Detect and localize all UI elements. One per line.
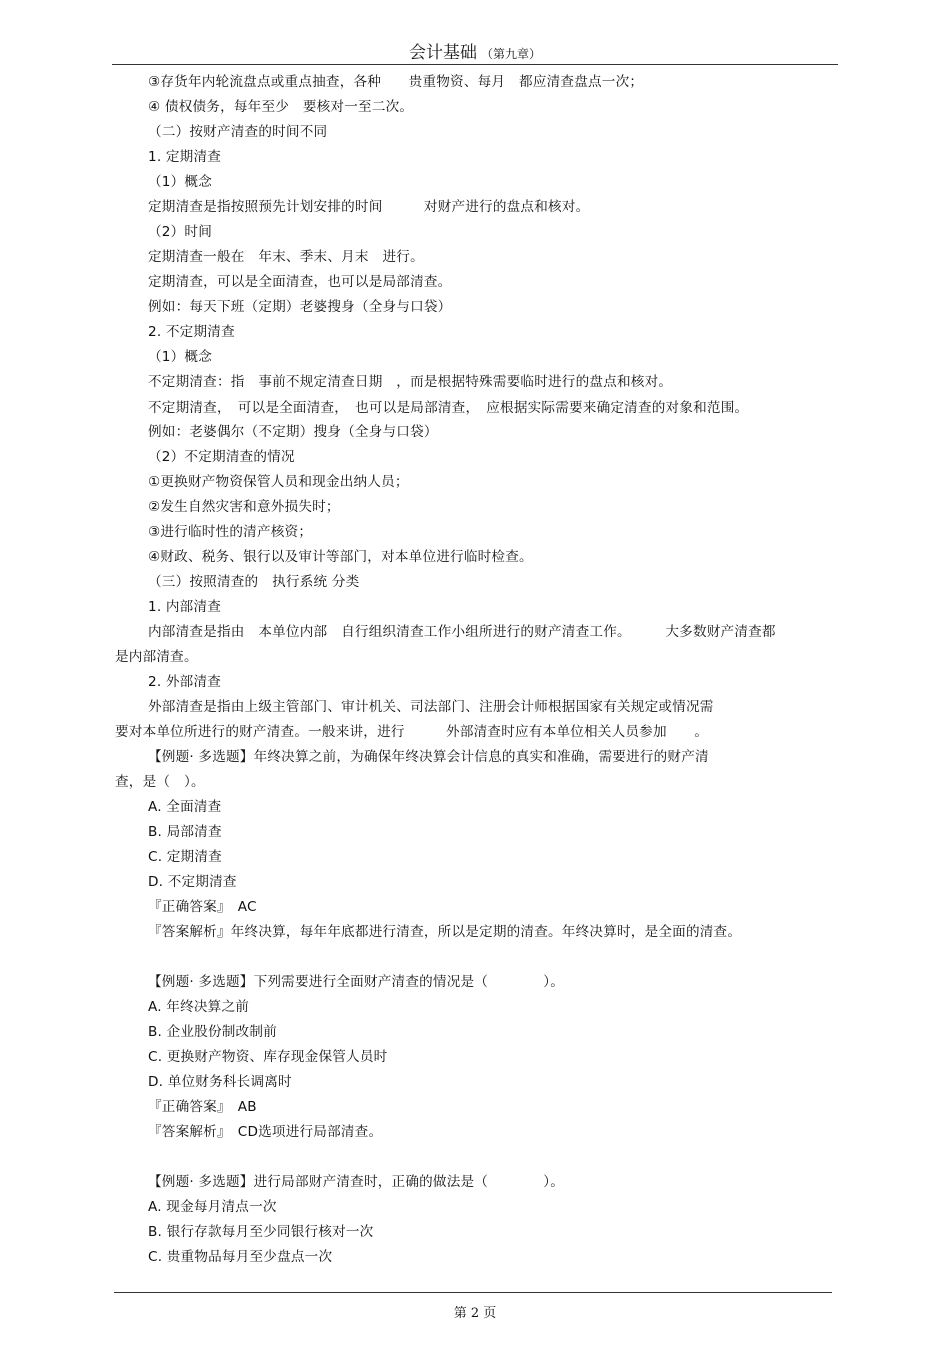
text-line: 1. 内部清查 [148, 599, 222, 615]
text-line: B. 银行存款每月至少同银行核对一次 [148, 1224, 374, 1240]
text-line: C. 贵重物品每月至少盘点一次 [148, 1249, 333, 1265]
text-line: （2）不定期清查的情况 [148, 449, 295, 465]
text-line: 定期清查，可以是全面清查，也可以是局部清查。 [148, 274, 452, 290]
text-line: 『正确答案』 AC [148, 899, 257, 915]
text-line: 要对本单位所进行的财产清查。一般来讲，进行 外部清查时应有本单位相关人员参加 。 [115, 724, 709, 740]
footer-divider [114, 1292, 832, 1293]
text-line: D. 单位财务科长调离时 [148, 1074, 292, 1090]
text-line: 【例题· 多选题】年终决算之前，为确保年终决算会计信息的真实和准确，需要进行的财产清 [148, 749, 709, 765]
text-line: 例如：每天下班（定期）老婆搜身（全身与口袋） [148, 299, 452, 315]
text-line: 不定期清查：指 事前不规定清查日期 ，而是根据特殊需要临时进行的盘点和核对。 [148, 374, 673, 390]
text-line: A. 年终决算之前 [148, 999, 250, 1015]
text-line: 外部清查是指由上级主管部门、审计机关、司法部门、注册会计师根据国家有关规定或情况需 [148, 699, 714, 715]
text-line: B. 企业股份制改制前 [148, 1024, 277, 1040]
text-line: 【例题· 多选题】进行局部财产清查时，正确的做法是（ ）。 [148, 1174, 565, 1190]
text-line: 【例题· 多选题】下列需要进行全面财产清查的情况是（ ）。 [148, 974, 565, 990]
page-number: 第 2 页 [453, 1306, 497, 1321]
text-line: （1）概念 [148, 174, 213, 190]
text-line: 定期清查是指按照预先计划安排的时间 对财产进行的盘点和核对。 [148, 199, 590, 215]
text-line: ③进行临时性的清产核资； [148, 524, 313, 540]
text-line: ①更换财产物资保管人员和现金出纳人员； [148, 474, 409, 490]
text-line: 『答案解析』 CD选项进行局部清查。 [148, 1124, 383, 1140]
text-line: （三）按照清查的 执行系统 分类 [148, 574, 360, 590]
text-line: 2. 外部清查 [148, 674, 222, 690]
text-line: A. 现金每月清点一次 [148, 1199, 277, 1215]
text-line: 定期清查一般在 年末、季末、月末 进行。 [148, 249, 424, 265]
text-line: ④ 债权债务，每年至少 要核对一至二次。 [148, 99, 414, 115]
text-line: 是内部清查。 [115, 649, 198, 665]
text-line: C. 定期清查 [148, 849, 222, 865]
text-line: 1. 定期清查 [148, 149, 222, 165]
text-line: C. 更换财产物资、库存现金保管人员时 [148, 1049, 388, 1065]
text-line: B. 局部清查 [148, 824, 222, 840]
text-line: 『答案解析』年终决算，每年年底都进行清查，所以是定期的清查。年终决算时，是全面的清查。 [148, 924, 742, 940]
text-line: D. 不定期清查 [148, 874, 237, 890]
chapter-label: （第九章） [480, 47, 541, 61]
text-line: 不定期清查， 可以是全面清查， 也可以是局部清查， 应根据实际需要来确定清查的对象和范围。 [148, 400, 749, 416]
text-line: ④财政、税务、银行以及审计等部门，对本单位进行临时检查。 [148, 549, 533, 565]
text-line: ③存货年内轮流盘点或重点抽查，各种 贵重物资、每月 都应清查盘点一次； [148, 74, 644, 90]
text-line: 内部清查是指由 本单位内部 自行组织清查工作小组所进行的财产清查工作。 大多数财产清查都 [148, 624, 776, 640]
text-line: 例如：老婆偶尔（不定期）搜身（全身与口袋） [148, 424, 438, 440]
text-line: 查，是（ ）。 [115, 774, 205, 790]
title-text: 会计基础 [408, 43, 477, 63]
text-line: 2. 不定期清查 [148, 324, 235, 340]
text-line: （1）概念 [148, 349, 213, 365]
text-line: A. 全面清查 [148, 799, 222, 815]
text-line: ②发生自然灾害和意外损失时； [148, 499, 340, 515]
text-line: （2）时间 [148, 224, 213, 240]
text-line: （二）按财产清查的时间不同 [148, 124, 328, 140]
text-line: 『正确答案』 AB [148, 1099, 257, 1115]
